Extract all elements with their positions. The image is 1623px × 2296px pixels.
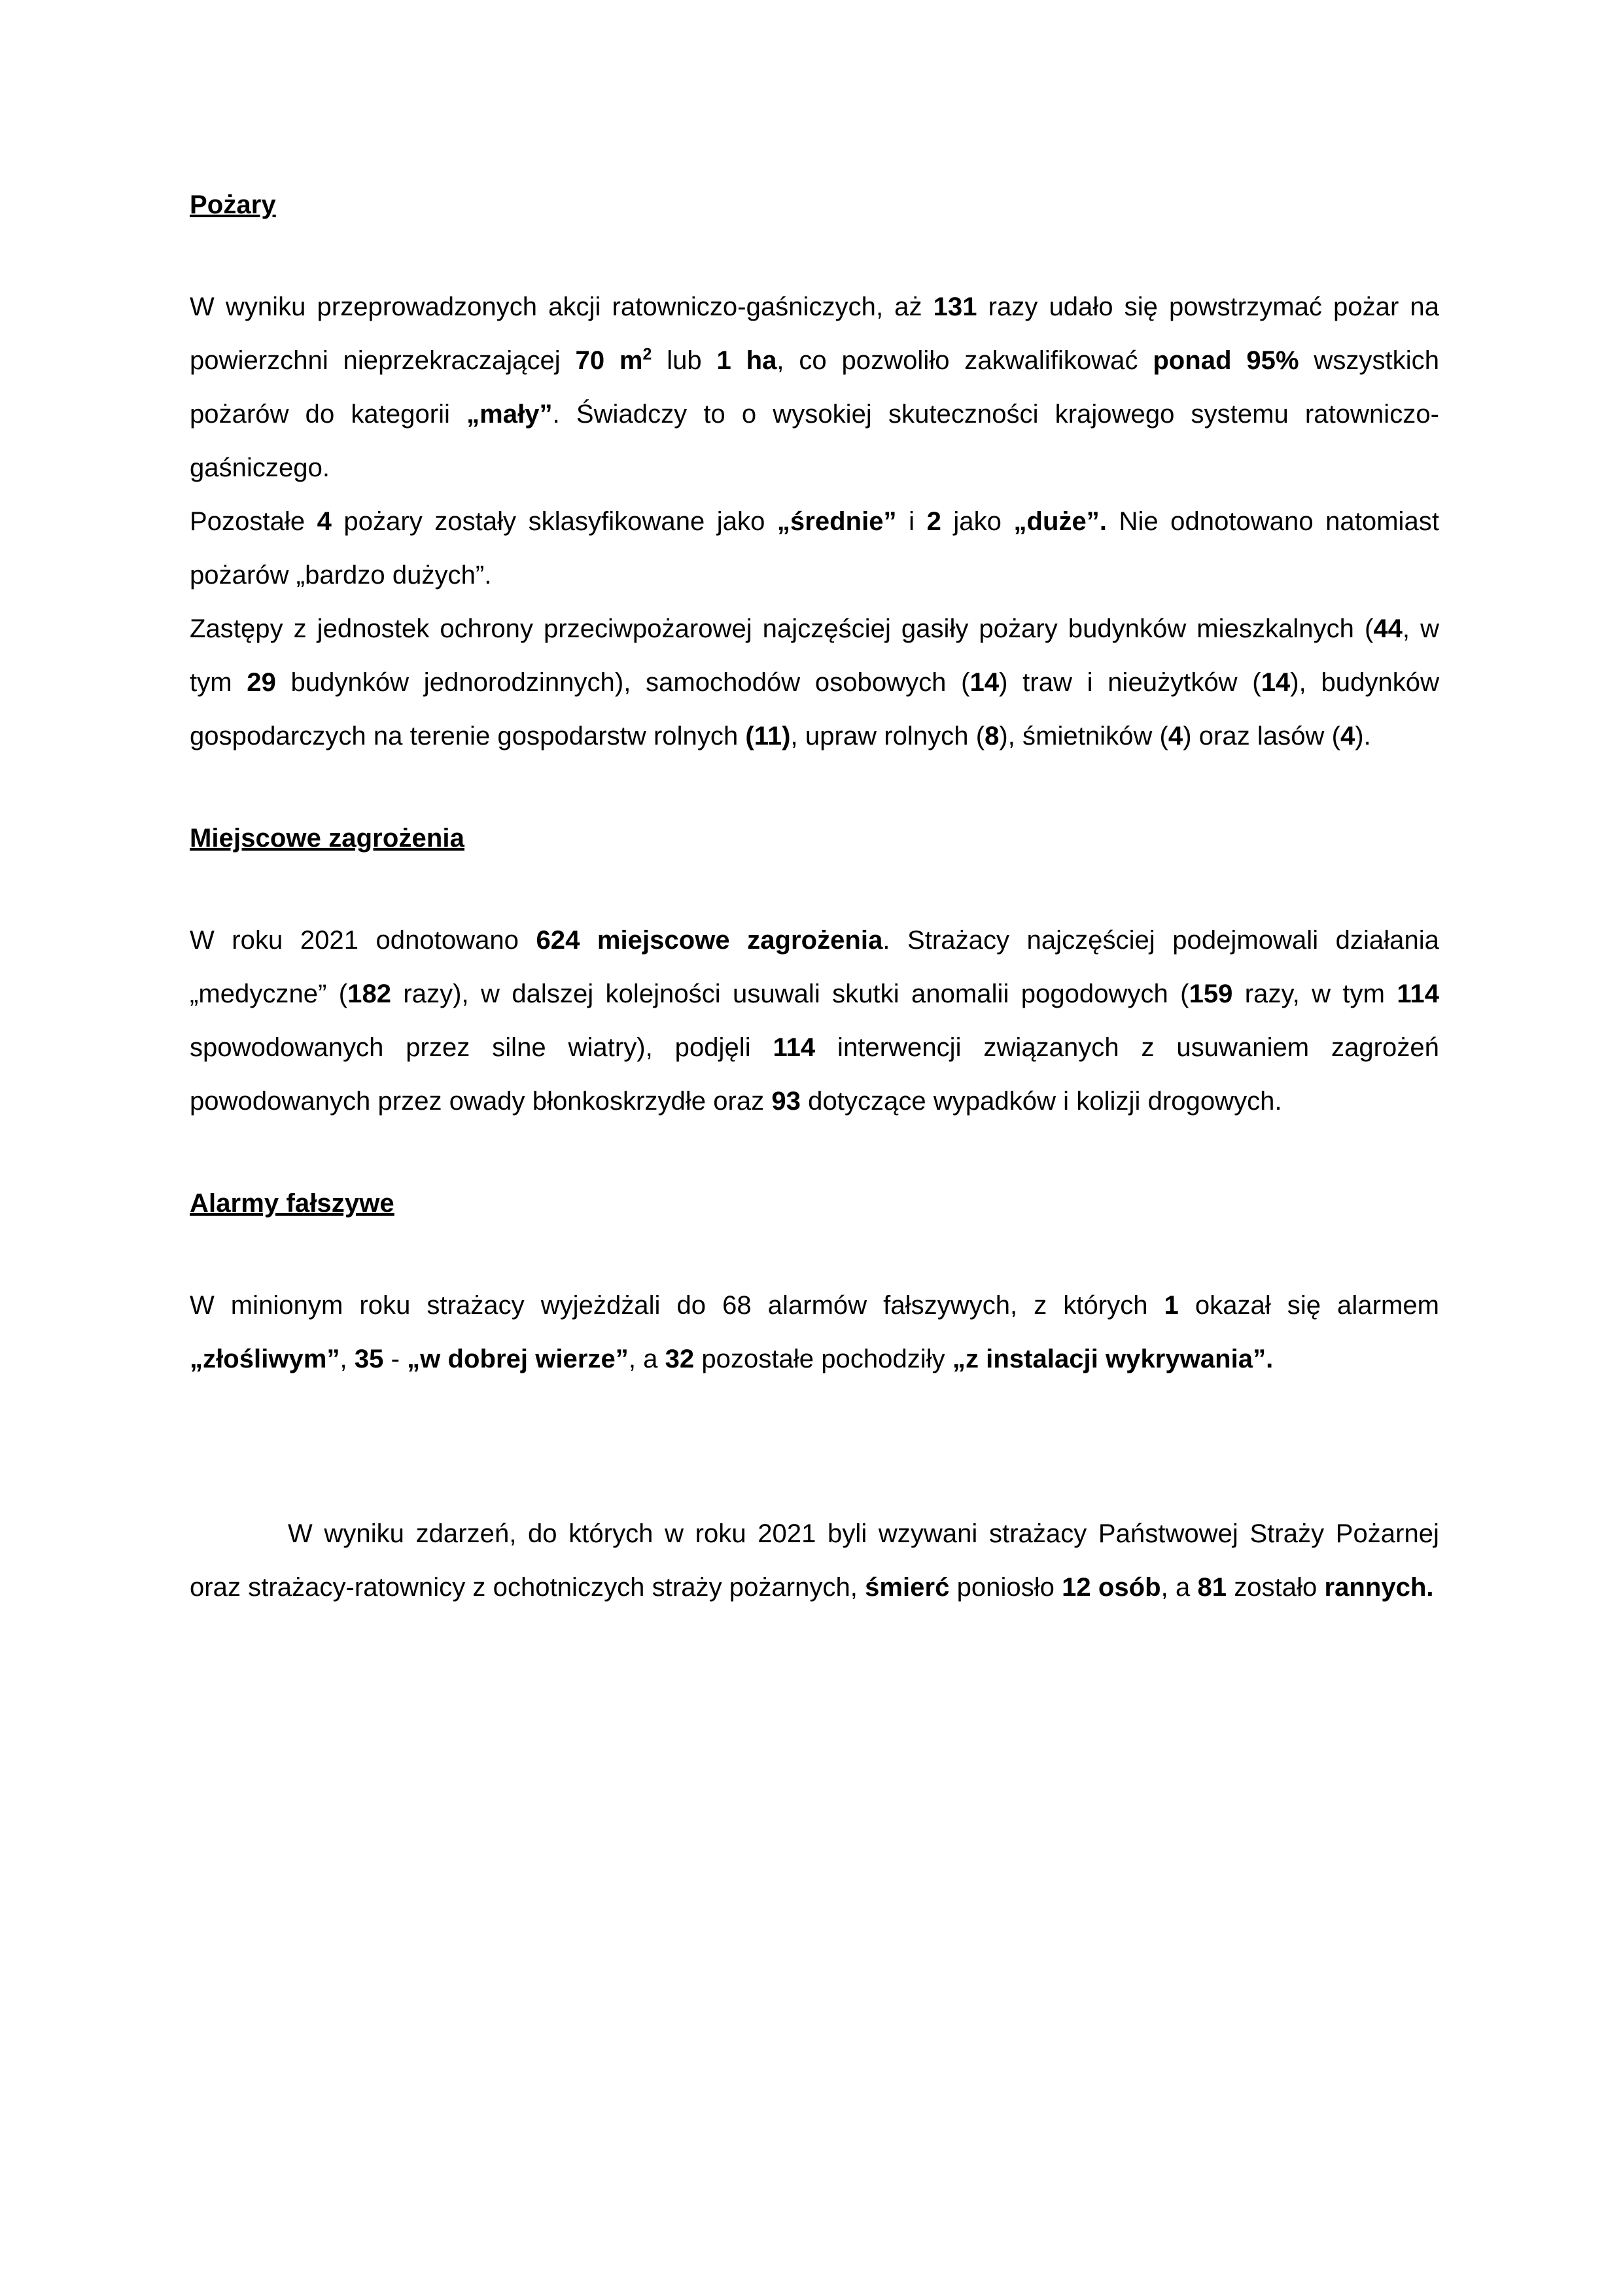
section-heading-miejscowe-zagrozenia: Miejscowe zagrożenia — [190, 824, 464, 853]
paragraph-alarmy-falszywe-1: W minionym roku strażacy wyjeżdżali do 68 alarmów fałszywych, z których 1 okazał się alarmem „złośliwym”, 35 - „w dobrej wierze”, a 32 pozostałe pochodziły „z instalacji wykrywania”. — [190, 1291, 1439, 1373]
spacer — [190, 1386, 1439, 1507]
spacer — [190, 220, 1439, 280]
paragraph-podsumowanie-1: W wyniku zdarzeń, do których w roku 2021 byli wzywani strażacy Państwowej Straży Pożarnej oraz strażacy-ratownicy z ochotniczych straży pożarnych, śmierć poniosło 12 osób, a 81 zostało rannych. — [190, 1519, 1439, 1602]
section-heading-alarmy-falszywe: Alarmy fałszywe — [190, 1189, 394, 1218]
paragraph-pozary-3: Zastępy z jednostek ochrony przeciwpożarowej najczęściej gasiły pożary budynków mieszkalnych (44, w tym 29 budynków jednorodzinnych), samochodów osobowych (14) traw i nieużytków (14), budynków gospodarczych na terenie gospodarstw rolnych (11), upraw rolnych (8), śmietników (4) oraz lasów (4). — [190, 614, 1440, 751]
spacer — [190, 1218, 1439, 1279]
spacer — [190, 1128, 1439, 1188]
paragraph-pozary-2: Pozostałe 4 pożary zostały sklasyfikowane jako „średnie” i 2 jako „duże”. Nie odnotowano natomiast pożarów „bardzo dużych”. — [190, 507, 1440, 590]
paragraph-miejscowe-zagrozenia-1: W roku 2021 odnotowano 624 miejscowe zagrożenia. Strażacy najczęściej podejmowali działania „medyczne” (182 razy), w dalszej kolejności usuwali skutki anomalii pogodowych (159 razy, w tym 114 spowodowanych przez silne wiatry), podjęli 114 interwencji związanych z usuwaniem zagrożeń powodowanych przez owady błonkoskrzydłe oraz 93 dotyczące wypadków i kolizji drogowych. — [190, 926, 1440, 1116]
document-body — [190, 190, 1439, 1614]
spacer — [190, 763, 1439, 823]
paragraph-pozary-1: W wyniku przeprowadzonych akcji ratowniczo-gaśniczych, aż 131 razy udało się powstrzymać pożar na powierzchni nieprzekraczającej 70 $m^2$ lub 1 ha, co pozwoliło zakwalifikować ponad 95% wszystkich pożarów do kategorii „mały”. Świadczy to o wysokiej skuteczności krajowego systemu ratowniczo-gaśniczego. — [190, 292, 1440, 482]
spacer — [190, 853, 1439, 913]
section-heading-pozary: Pożary — [190, 190, 276, 219]
